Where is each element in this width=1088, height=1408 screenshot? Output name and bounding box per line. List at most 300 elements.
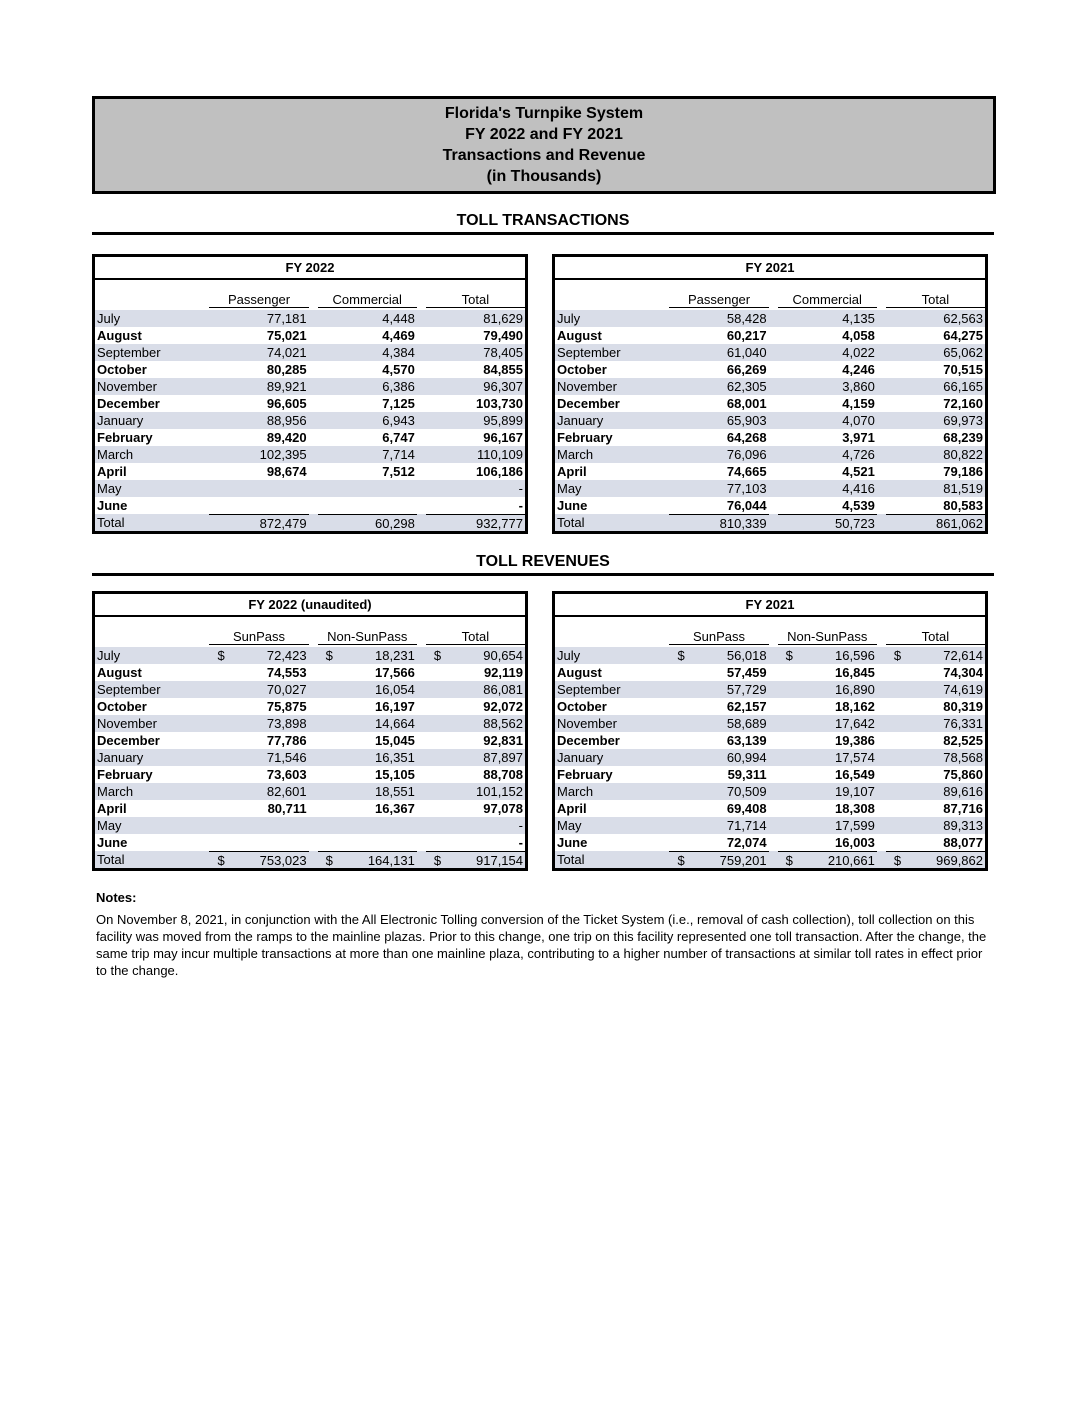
cell-value [209,463,308,480]
cell-value [209,851,308,868]
cell-text: 74,304 [943,665,983,680]
cell-text: 58,428 [726,311,767,326]
cell-text: 72,074 [726,835,767,850]
cell-text: 66,165 [943,379,983,394]
cell-value [778,715,877,732]
table-row [95,463,525,480]
cell-text: 87,716 [943,801,983,816]
cell-text: 71,546 [266,750,307,765]
table-row [95,834,525,851]
cell-value [886,480,985,497]
row-label: November [97,379,157,394]
table-row [555,310,985,327]
row-label: April [557,464,587,479]
cell-value [886,749,985,766]
notes-body: On November 8, 2021, in conjunction with the All Electronic Tolling conversion of the Ticket System (i.e., removal of cash collection), toll collection on this facility was moved from the ramps to the mainline plazas. Prior to this change, one trip on this facility represented one toll transaction. After the change, the same trip may incur multiple transactions at more than one mainline plaza, contributing to a higher number of transactions at similar toll rates in effect prior to the change. [96,912,987,978]
cell-value [318,429,417,446]
cell-text: 64,268 [726,430,767,445]
table-row [95,800,525,817]
cell-text: 210,661 [827,853,875,868]
cell-value [426,514,525,531]
cell-text: 4,159 [842,396,875,411]
total-row [95,851,525,868]
column-header: SunPass [209,629,308,645]
row-label: May [557,481,582,496]
cell-value [318,327,417,344]
cell-text: 16,549 [835,767,875,782]
cell-text: 81,519 [943,481,983,496]
cell-value [209,664,308,681]
table-row [555,647,985,664]
column-header-row [555,280,985,310]
cell-value [778,463,877,480]
cell-value [669,766,768,783]
cell-text: 4,539 [842,498,875,513]
row-label: March [97,784,134,799]
cell-text: 7,125 [382,396,415,411]
revenues-fy2022-table [92,591,528,871]
cell-text: 89,420 [266,430,307,445]
cell-value [318,647,417,664]
cell-text: 92,072 [483,699,523,714]
cell-text: 70,027 [266,682,307,697]
cell-value [886,647,985,664]
table-row [555,749,985,766]
cell-value [886,715,985,732]
cell-text: 4,448 [382,311,415,326]
row-label: March [557,784,594,799]
cell-text: 69,408 [726,801,767,816]
cell-value [778,310,877,327]
cell-value [886,698,985,715]
cell-value [778,698,877,715]
cell-value [669,749,768,766]
cell-text: 57,459 [726,665,767,680]
cell-value [209,395,308,412]
column-header: Commercial [778,292,877,308]
cell-value [778,497,877,514]
cell-text: 62,157 [726,699,767,714]
cell-text: 74,553 [266,665,307,680]
cell-text: 96,167 [483,430,523,445]
cell-value [426,766,525,783]
cell-value [886,817,985,834]
table-row [95,429,525,446]
cell-text: 17,599 [835,818,875,833]
row-label: June [97,835,128,850]
table-row [95,749,525,766]
cell-value [778,514,877,531]
cell-text: 7,512 [382,464,415,479]
cell-text: 63,139 [726,733,767,748]
table-row [95,446,525,463]
cell-text: 6,386 [382,379,415,394]
row-label: October [97,699,147,714]
cell-value [778,361,877,378]
row-label: August [97,665,142,680]
cell-value [669,681,768,698]
cell-text: 80,583 [943,498,983,513]
column-header: Total [886,292,985,308]
cell-text: 4,246 [842,362,875,377]
cell-value [426,749,525,766]
cell-text: 68,239 [943,430,983,445]
table-row [555,834,985,851]
cell-value [426,817,525,834]
cell-text: 101,152 [476,784,523,799]
report-title-line2: FY 2022 and FY 2021 [465,126,623,143]
cell-value [426,647,525,664]
table-row [95,480,525,497]
table-row [555,361,985,378]
cell-value [318,715,417,732]
cell-value [669,395,768,412]
cell-text: 6,747 [382,430,415,445]
cell-text: 64,275 [943,328,983,343]
currency-symbol: $ [677,648,685,663]
cell-value [209,749,308,766]
cell-text: 77,103 [726,481,767,496]
cell-text: 14,664 [375,716,415,731]
cell-value [209,361,308,378]
cell-value [318,497,417,514]
cell-value [209,310,308,327]
cell-value [426,732,525,749]
cell-text: 103,730 [476,396,523,411]
row-label: October [557,699,607,714]
cell-value [669,429,768,446]
cell-value [886,783,985,800]
cell-text: 80,319 [943,699,983,714]
cell-value [209,647,308,664]
table-row [555,429,985,446]
row-label: February [97,767,153,782]
cell-text: 78,568 [943,750,983,765]
cell-text: 4,022 [842,345,875,360]
row-label: November [97,716,157,731]
table-row [555,463,985,480]
cell-value [886,514,985,531]
cell-value [669,412,768,429]
cell-text: 18,231 [375,648,415,663]
cell-value [318,698,417,715]
cell-text: 65,903 [726,413,767,428]
cell-value [886,412,985,429]
cell-value [669,851,768,868]
cell-value [886,446,985,463]
table-row [95,766,525,783]
cell-text: 80,285 [266,362,307,377]
cell-text: 969,862 [936,853,983,868]
cell-value [886,327,985,344]
row-label: February [557,767,613,782]
table-row [555,766,985,783]
cell-text: - [518,818,523,833]
cell-text: 4,135 [842,311,875,326]
cell-value [209,480,308,497]
cell-value [426,497,525,514]
currency-symbol: $ [677,853,685,868]
cell-text: 19,386 [835,733,875,748]
cell-text: 92,119 [483,665,523,680]
column-header: Commercial [318,292,417,308]
cell-value [426,327,525,344]
cell-value [886,344,985,361]
cell-value [886,463,985,480]
cell-value [669,514,768,531]
cell-text: 102,395 [259,447,307,462]
cell-text: 62,305 [726,379,767,394]
table-title: FY 2021 [555,257,985,280]
table-row [95,378,525,395]
table-row [95,361,525,378]
total-row [95,514,525,531]
cell-text: 89,616 [943,784,983,799]
cell-text: 76,096 [726,447,767,462]
row-label: May [557,818,582,833]
cell-value [778,480,877,497]
row-label: April [557,801,587,816]
cell-value [318,800,417,817]
cell-value [209,327,308,344]
row-label: September [557,682,621,697]
cell-text: 80,711 [267,801,307,816]
cell-value [778,766,877,783]
cell-text: 66,269 [726,362,767,377]
row-label: Total [557,852,585,867]
cell-value [318,378,417,395]
cell-value [669,310,768,327]
cell-text: 76,331 [943,716,983,731]
row-label: November [557,716,617,731]
cell-text: 72,160 [943,396,983,411]
cell-value [426,851,525,868]
cell-value [778,647,877,664]
cell-value [886,310,985,327]
cell-value [318,361,417,378]
row-label: September [97,345,161,360]
cell-text: 57,729 [726,682,767,697]
cell-text: 79,490 [483,328,523,343]
cell-value [669,361,768,378]
cell-text: 88,562 [483,716,523,731]
transactions-heading: TOLL TRANSACTIONS [92,212,994,235]
transactions-fy2021-table [552,254,988,534]
cell-text: - [518,835,523,850]
cell-value [318,412,417,429]
table-row [555,497,985,514]
cell-value [318,749,417,766]
cell-value [318,463,417,480]
cell-text: 4,469 [382,328,415,343]
row-label: December [97,733,160,748]
cell-value [886,834,985,851]
row-label: March [97,447,134,462]
column-header: Non-SunPass [318,629,417,645]
cell-text: 61,040 [726,345,767,360]
cell-value [318,480,417,497]
cell-value [209,344,308,361]
table-row [95,715,525,732]
report-title-line1: Florida's Turnpike System [444,105,644,122]
currency-symbol: $ [785,853,793,868]
cell-text: 73,603 [266,767,307,782]
cell-value [778,732,877,749]
cell-text: 4,070 [842,413,875,428]
cell-text: 76,044 [726,498,767,513]
cell-value [209,514,308,531]
cell-value [886,800,985,817]
cell-value [426,698,525,715]
row-label: August [97,328,142,343]
cell-text: 71,714 [726,818,767,833]
transactions-fy2022-table [92,254,528,534]
cell-text: 6,943 [382,413,415,428]
column-header: SunPass [669,629,768,645]
cell-value [778,681,877,698]
cell-value [886,732,985,749]
table-row [555,698,985,715]
cell-text: 16,845 [835,665,875,680]
cell-text: - [518,481,523,496]
row-label: February [97,430,153,445]
cell-value [426,681,525,698]
cell-value [669,378,768,395]
cell-value [669,647,768,664]
table-row [555,800,985,817]
cell-text: 75,875 [266,699,307,714]
column-header: Total [426,629,525,645]
cell-text: 3,971 [842,430,875,445]
table-row [95,497,525,514]
row-label: Total [557,515,585,530]
cell-value [886,766,985,783]
cell-text: 16,890 [835,682,875,697]
cell-value [318,514,417,531]
cell-value [886,851,985,868]
cell-value [778,429,877,446]
row-label: September [97,682,161,697]
cell-value [426,664,525,681]
row-label: July [97,311,121,326]
row-label: August [557,665,602,680]
cell-text: 77,181 [266,311,307,326]
cell-text: 68,001 [726,396,767,411]
table-row [555,446,985,463]
row-label: June [557,835,588,850]
cell-value [209,429,308,446]
cell-value [209,378,308,395]
cell-value [669,715,768,732]
cell-value [318,446,417,463]
row-label: July [557,311,581,326]
table-row [555,378,985,395]
cell-text: 72,423 [266,648,307,663]
cell-text: 60,994 [726,750,767,765]
cell-value [778,800,877,817]
cell-text: 861,062 [936,516,983,531]
cell-value [318,834,417,851]
cell-value [778,395,877,412]
cell-value [669,497,768,514]
cell-value [778,664,877,681]
currency-symbol: $ [325,853,333,868]
cell-value [886,429,985,446]
currency-symbol: $ [433,853,442,868]
table-row [95,783,525,800]
cell-text: 81,629 [483,311,523,326]
cell-text: 80,822 [943,447,983,462]
table-row [555,732,985,749]
cell-text: 89,921 [266,379,307,394]
cell-text: 74,665 [726,464,767,479]
cell-value [778,446,877,463]
cell-text: 86,081 [483,682,523,697]
row-label: February [557,430,613,445]
cell-text: 16,003 [835,835,875,850]
table-row [95,310,525,327]
row-label: Total [97,515,125,530]
revenues-fy2021-table [552,591,988,871]
cell-value [778,344,877,361]
cell-value [209,834,308,851]
column-header-row [95,617,525,647]
cell-value [669,344,768,361]
column-header: Passenger [209,292,308,308]
table-row [555,681,985,698]
table-row [95,681,525,698]
cell-value [886,681,985,698]
cell-value [426,395,525,412]
cell-value [318,732,417,749]
column-header-row [95,280,525,310]
cell-value [886,395,985,412]
cell-text: 17,566 [375,665,415,680]
row-label: January [557,750,604,765]
row-label: October [557,362,607,377]
cell-text: 87,897 [483,750,523,765]
cell-value [318,851,417,868]
row-label: January [97,413,144,428]
cell-value [426,378,525,395]
cell-value [778,834,877,851]
cell-value [669,783,768,800]
cell-value [669,446,768,463]
cell-value [209,800,308,817]
cell-value [426,715,525,732]
currency-symbol: $ [893,648,902,663]
cell-text: 110,109 [476,447,523,462]
currency-symbol: $ [217,853,225,868]
cell-value [669,817,768,834]
cell-value [669,698,768,715]
notes-heading: Notes: [96,890,137,905]
cell-value [426,834,525,851]
cell-value [426,480,525,497]
cell-value [426,361,525,378]
cell-value [209,698,308,715]
row-label: November [557,379,617,394]
cell-text: 106,186 [476,464,523,479]
cell-value [209,681,308,698]
cell-value [778,783,877,800]
row-label: July [97,648,121,663]
revenues-heading: TOLL REVENUES [92,553,994,576]
cell-value [209,766,308,783]
cell-text: 15,045 [375,733,415,748]
cell-value [318,681,417,698]
total-row [555,514,985,531]
